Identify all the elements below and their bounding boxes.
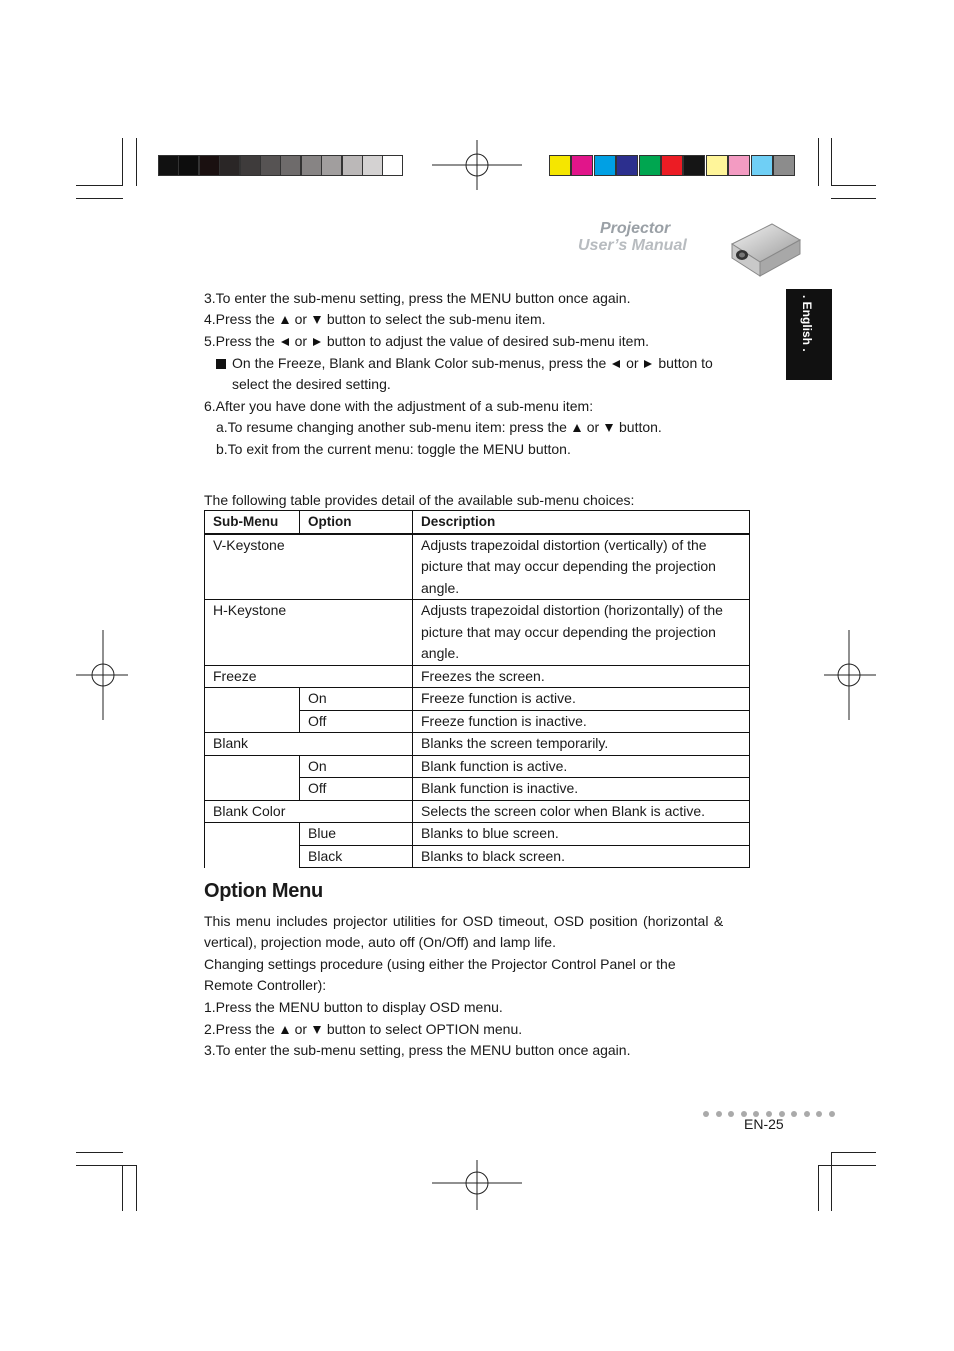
table-row — [205, 823, 750, 846]
cell-submenu: V-Keystone — [205, 534, 413, 600]
cell-submenu — [205, 845, 300, 868]
color-swatch — [549, 155, 571, 176]
up-arrow-icon — [281, 1026, 289, 1034]
gray-swatch — [219, 155, 240, 176]
registration-target-right — [824, 630, 876, 720]
table-row — [205, 778, 750, 801]
step-3-text: 3.To enter the sub-menu setting, press the MENU button once again. — [204, 290, 631, 306]
gray-swatch — [199, 155, 220, 176]
color-swatch — [661, 155, 683, 176]
gray-swatch — [280, 155, 301, 176]
brand-title-users-manual: User’s Manual — [578, 237, 687, 254]
gray-swatch — [178, 155, 199, 176]
table-row — [205, 800, 750, 823]
step-6a-text: a.To resume changing another sub-menu item: press the or button. — [216, 419, 662, 435]
submenu-table — [204, 510, 750, 868]
brand-title-projector: Projector — [600, 220, 671, 237]
side-tab-label: . English . — [800, 295, 814, 352]
step-4-text: 4.Press the or button to select the sub-menu item. — [204, 311, 546, 327]
projector-image — [728, 218, 802, 284]
option-step-2: 2.Press the or button to select OPTION menu. — [204, 1021, 523, 1037]
cell-description: Freezes the screen. — [413, 665, 750, 688]
table-row — [205, 845, 750, 868]
up-arrow-icon — [573, 424, 581, 432]
table-row — [205, 688, 750, 711]
color-swatch — [706, 155, 728, 176]
header-description: Description — [413, 511, 750, 534]
right-arrow-icon — [313, 338, 321, 346]
cell-option: Off — [300, 710, 413, 733]
table-row — [205, 755, 750, 778]
header-option: Option — [300, 511, 413, 534]
down-arrow-icon — [313, 1026, 321, 1034]
color-swatch — [773, 155, 795, 176]
header-submenu: Sub-Menu — [205, 511, 300, 534]
cell-description: Freeze function is inactive. — [413, 710, 750, 733]
cell-submenu — [205, 710, 300, 733]
down-arrow-icon — [605, 424, 613, 432]
cell-description: Blank function is inactive. — [413, 778, 750, 801]
cell-description: Blanks to blue screen. — [413, 823, 750, 846]
cell-submenu: H-Keystone — [205, 600, 413, 666]
step-6-text: 6.After you have done with the adjustment of a sub-menu item: — [204, 398, 594, 414]
cell-description: Blanks the screen temporarily. — [413, 733, 750, 756]
page-number: EN-25 — [744, 1116, 784, 1132]
bullet-note-line1: On the Freeze, Blank and Blank Color sub-menus, press the or button to — [216, 353, 713, 374]
color-swatch — [751, 155, 773, 176]
cell-submenu: Freeze — [205, 665, 413, 688]
table-row — [205, 733, 750, 756]
language-side-tab — [786, 289, 832, 380]
table-row — [205, 710, 750, 733]
gray-swatch — [240, 155, 261, 176]
option-para1-line2: vertical), projection mode, auto off (On/Off) and lamp life. — [204, 934, 556, 950]
cell-option: Off — [300, 778, 413, 801]
cell-submenu — [205, 823, 300, 846]
color-swatch — [571, 155, 593, 176]
cell-description: Adjusts trapezoidal distortion (vertically) of the picture that may occur depending the projection angle. — [413, 534, 750, 600]
square-bullet-icon — [216, 359, 226, 369]
left-arrow-icon — [281, 338, 289, 346]
cell-description: Freeze function is active. — [413, 688, 750, 711]
table-intro: The following table provides detail of the available sub-menu choices: — [204, 492, 635, 508]
cell-option: Blue — [300, 823, 413, 846]
bullet-note-line2: select the desired setting. — [232, 376, 391, 392]
registration-target-left — [76, 630, 128, 720]
step-6b-text: b.To exit from the current menu: toggle the MENU button. — [216, 441, 571, 457]
cell-option: Black — [300, 845, 413, 868]
table-row — [205, 534, 750, 600]
gray-swatch — [382, 155, 403, 176]
cell-description: Adjusts trapezoidal distortion (horizontally) of the picture that may occur depending the projection angle. — [413, 600, 750, 666]
gray-swatch — [342, 155, 363, 176]
option-step-1: 1.Press the MENU button to display OSD menu. — [204, 999, 503, 1015]
cell-option: On — [300, 688, 413, 711]
color-swatch — [616, 155, 638, 176]
cell-submenu — [205, 688, 300, 711]
cell-submenu — [205, 778, 300, 801]
cell-description: Selects the screen color when Blank is active. — [413, 800, 750, 823]
color-swatch — [683, 155, 705, 176]
right-arrow-icon — [644, 360, 652, 368]
color-swatch — [728, 155, 750, 176]
color-swatch — [594, 155, 616, 176]
cell-description: Blank function is active. — [413, 755, 750, 778]
option-para2-line2: Remote Controller): — [204, 977, 327, 993]
color-swatch — [639, 155, 661, 176]
cell-submenu — [205, 755, 300, 778]
cell-description: Blanks to black screen. — [413, 845, 750, 868]
option-para2-line1: Changing settings procedure (using either the Projector Control Panel or the — [204, 956, 676, 972]
cell-submenu: Blank — [205, 733, 413, 756]
gray-swatch — [362, 155, 383, 176]
registration-target-top — [432, 140, 522, 190]
gray-swatch — [301, 155, 322, 176]
left-arrow-icon — [612, 360, 620, 368]
section-title-option-menu: Option Menu — [204, 880, 323, 902]
option-step-3: 3.To enter the sub-menu setting, press the MENU button once again. — [204, 1042, 631, 1058]
gray-swatch — [321, 155, 342, 176]
step-5-text: 5.Press the or button to adjust the value of desired sub-menu item. — [204, 333, 650, 349]
gray-swatch — [260, 155, 281, 176]
table-header-row — [205, 511, 750, 534]
down-arrow-icon — [313, 316, 321, 324]
table-row — [205, 600, 750, 666]
option-para1-line1: This menu includes projector utilities for OSD timeout, OSD position (horizontal & — [204, 913, 724, 929]
up-arrow-icon — [281, 316, 289, 324]
gray-swatch — [158, 155, 179, 176]
cell-option: On — [300, 755, 413, 778]
registration-target-bottom — [432, 1160, 522, 1210]
cell-submenu: Blank Color — [205, 800, 413, 823]
table-row — [205, 665, 750, 688]
